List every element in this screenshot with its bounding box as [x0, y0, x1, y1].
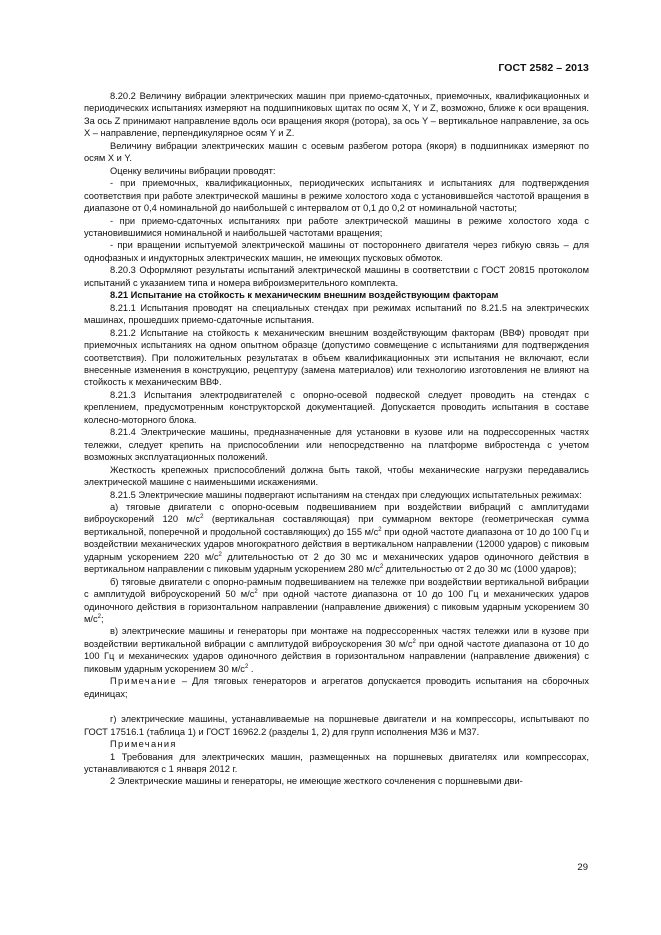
standard-header: ГОСТ 2582 – 2013 [498, 62, 589, 74]
clause-8-20-3: 8.20.3 Оформляют результаты испытаний электрической машины в соответствии с ГОСТ 20815 протоколом испытаний с указанием типа и номера виброизмерительного комплекта. [84, 265, 589, 288]
clause-8-20-2: 8.20.2 Величину вибрации электрических машин при приемо-сдаточных, приемочных, квалификационных и периодических испытаниях измеряют на подшипниковых щитах по осям X, Y и Z, возможно, ближе к оси вращения. За ось Z принимают направление вдоль оси вращения якоря (ротора), за ось Y – вертикальное направление, за ось X – направление, перпендикулярное осям Y и Z. [84, 91, 589, 139]
note-1: 1 Требования для электрических машин, размещенных на поршневых двигателях или компрессорах, устанавливаются с 1 января 2012 г. [84, 751, 589, 775]
list-item: - при вращении испытуемой электрической машины от постороннего двигателя через гибкую связь – для однофазных и индукторных электрических машин, не имеющих пусковых обмоток. [84, 240, 589, 263]
paragraph-evaluation: Оценку величины вибрации проводят: [110, 165, 276, 176]
test-mode-b: б) тяговые двигатели с опорно-рамным подвешиванием на тележке при воздействии вертикальной вибрации с амплитудой виброускорений 50 $м/с^2$ при одной частоте диапазона от 10 до 100 Гц и механических ударов одиночного действия в горизонтальном направлении (направление движения) с пиковым ударным ускорением 30 $м/с^2$; [84, 576, 589, 625]
test-mode-c: в) электрические машины и генераторы при монтаже на подрессоренных частях тележки или в кузове при воздействии вертикальной вибрации с амплитудой виброускорения 30 $м/с^2$ при одной частоте диапазона от 10 до 100 Гц и механических ударов одиночного действия в горизонтальном направлении (направление движения) с пиковым ударным ускорением 30 $м/с^2$ . [84, 626, 590, 674]
note-generators: Примечание – Для тяговых генераторов и агрегатов допускается проводить испытания на сборочных единицах; [84, 676, 589, 699]
page-number: 29 [577, 862, 588, 873]
section-heading-8-21: 8.21 Испытание на стойкость к механическим внешним воздействующим факторам [110, 290, 499, 301]
clause-8-21-5: 8.21.5 Электрические машины подвергают испытаниям на стендах при следующих испытательных режимах: [110, 489, 582, 500]
paragraph-rigidity: Жесткость крепежных приспособлений должна быть такой, чтобы механические нагрузки передавались электрической машине с наименьшими искажениями. [84, 464, 589, 488]
note-label: Примечание [110, 676, 177, 687]
list-item: - при приемочных, квалификационных, периодических испытаниях и испытаниях для подтверждения соответствия при работе электрической машины в режиме холостого хода с установившейся частотой вращения в диапазоне от 0,4 номинальной до наибольшей с интервалом от 0,1 до 0,2 от номинальной частоты; [84, 178, 589, 214]
paragraph-axial-play: Величину вибрации электрических машин с осевым разбегом ротора (якоря) в подшипниках измеряют по осям X и Y. [84, 140, 589, 164]
clause-8-21-1: 8.21.1 Испытания проводят на специальных стендах при режимах испытаний по 8.21.5 на электрических машинах, прошедших приемо-сдаточные испытания. [84, 302, 589, 326]
test-mode-d: г) электрические машины, устанавливаемые на поршневые двигатели и на компрессоры, испытывают по ГОСТ 17516.1 (таблица 1) и ГОСТ 16962.2 (разделы 1, 2) для групп исполнения М36 и М37. [84, 714, 589, 737]
notes-heading: Примечания [110, 739, 177, 750]
list-item: - при приемо-сдаточных испытаниях при работе электрической машины в режиме холостого хода с установившимися номинальной и наибольшей частотами вращения; [84, 215, 589, 238]
test-mode-a: а) тяговые двигатели с опорно-осевым подвешиванием при воздействии вибраций с амплитудами виброускорений 120 $м/с^2$ (вертикальная составляющая) при суммарном векторе (геометрическая сумма вертикальной, поперечной и продольной составляющих) до 155 $м/с^2$ при одной частоте диапазона от 10 до 100 Гц и воздействии механических ударов многократного действия в вертикальном направлении (12000 ударов) с пиковым ударным ускорением 220 $м/с^2$ длительностью от 2 до 30 мс и механических ударов одиночного действия в вертикальном направлении с пиковым ударным ускорением 280 $м/с^2$ длительностью от 2 до 30 мс (1000 ударов); [84, 501, 589, 575]
note-2: 2 Электрические машины и генераторы, не имеющие жесткого сочленения с поршневыми дви- [110, 776, 523, 787]
clause-8-21-3: 8.21.3 Испытания электродвигателей с опорно-осевой подвеской следует проводить на стендах с креплением, предусмотренным конструкторской документацией. Допускается проводить испытания в составе колесно-моторного блока. [84, 389, 589, 425]
clause-8-21-2: 8.21.2 Испытание на стойкость к механическим внешним воздействующим факторам (ВВФ) проводят при приемочных испытаниях на одном опытном образце (допустимо совмещение с испытаниями для подтверждения соответствия). При положительных результатах в объем квалификационных эти испытания не включают, если внесенные изменения в конструкцию, рецептуру (замена материалов) или технологию изготовления не влияют на стойкость к механическим ВВФ. [84, 327, 589, 388]
clause-8-21-4: 8.21.4 Электрические машины, предназначенные для установки в кузове или на подрессоренных частях тележки, следует крепить на приспособлении или непосредственно на платформе вибростенда с учетом возможных эксплуатационных положений. [84, 427, 589, 463]
document-body [84, 90, 589, 788]
